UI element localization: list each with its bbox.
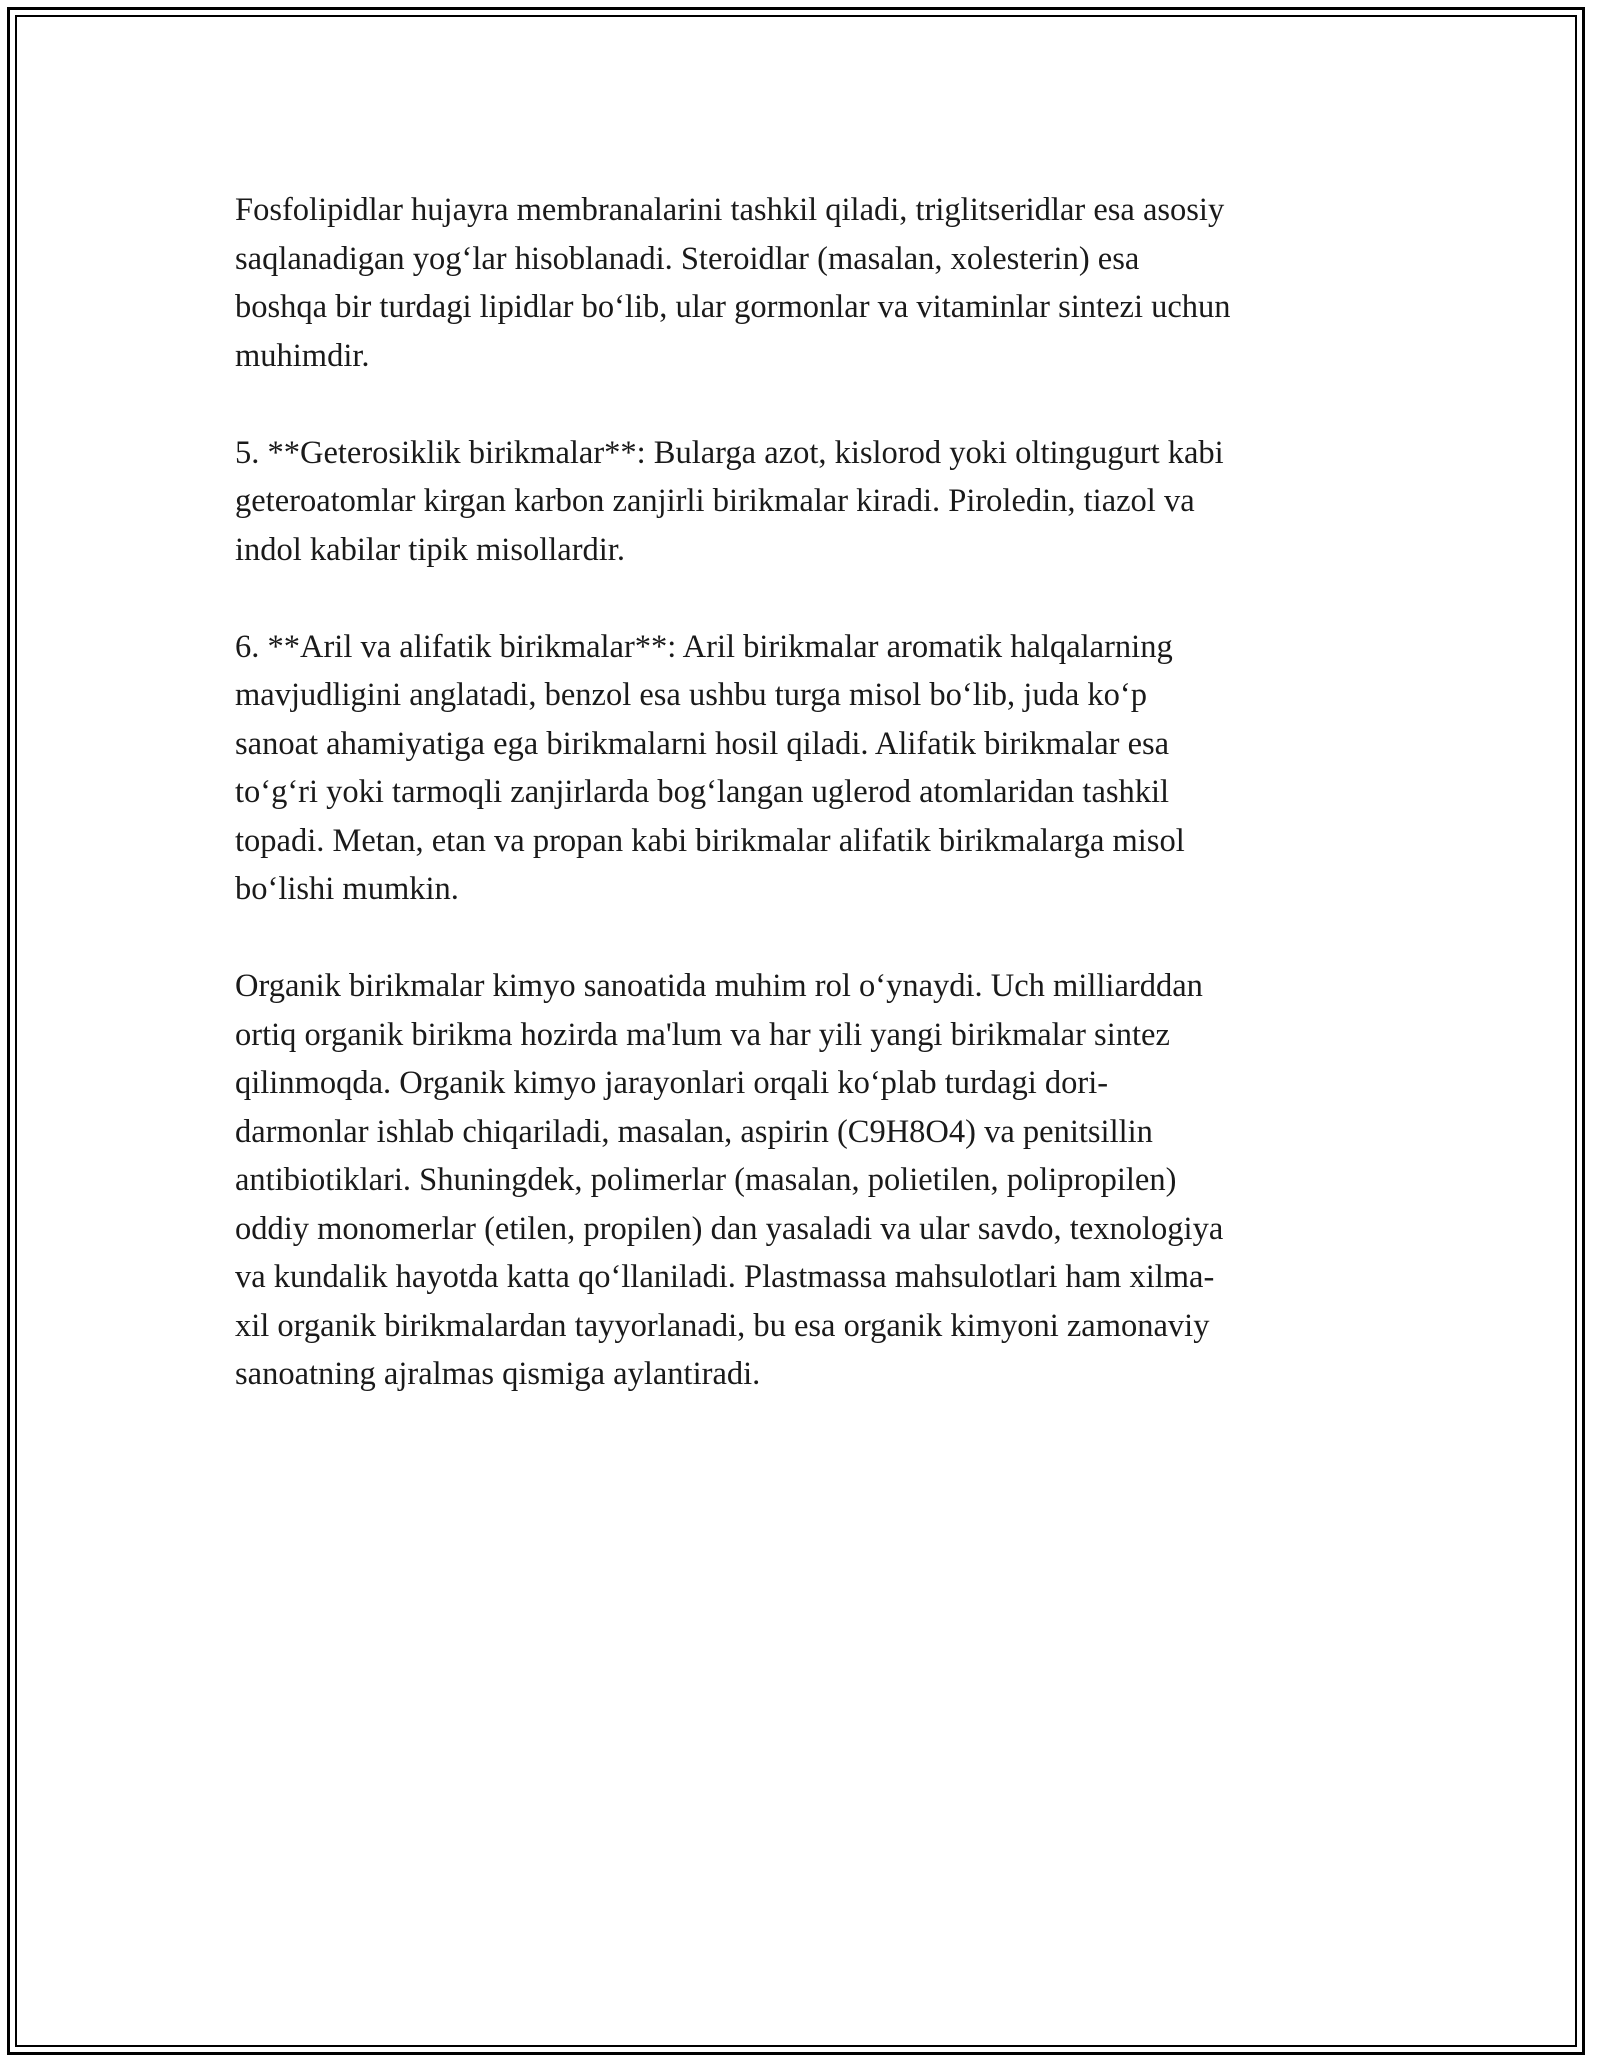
paragraph-heterocyclic (235, 429, 1370, 575)
paragraph-aryl-aliphatic (235, 623, 1370, 914)
text-line: sanoatning ajralmas qismiga aylantiradi. (235, 1356, 761, 1392)
text-line: qilinmoqda. Organik kimyo jarayonlari orqali ko‘plab turdagi dori- (235, 1065, 1109, 1101)
text-line: Organik birikmalar kimyo sanoatida muhim rol o‘ynaydi. Uch milliarddan (235, 968, 1203, 1004)
text-line: muhimdir. (235, 337, 370, 374)
text-line: va kundalik hayotda katta qo‘llaniladi. Plastmassa mahsulotlari ham xilma- (235, 1259, 1215, 1295)
text-line: bo‘lishi mumkin. (235, 871, 459, 907)
document-body (235, 186, 1370, 1447)
text-line: 5. **Geterosiklik birikmalar**: Bularga azot, kislorod yoki oltingugurt kabi (235, 434, 1224, 471)
text-line: to‘g‘ri yoki tarmoqli zanjirlarda bog‘langan uglerod atomlaridan tashkil (235, 774, 1170, 810)
text-line: topadi. Metan, etan va propan kabi birikmalar alifatik birikmalarga misol (235, 822, 1185, 859)
text-line: oddiy monomerlar (etilen, propilen) dan yasaladi va ular savdo, texnologiya (235, 1210, 1224, 1247)
text-line: boshqa bir turdagi lipidlar bo‘lib, ular gormonlar va vitaminlar sintezi uchun (235, 289, 1231, 325)
paragraph-lipids (235, 186, 1370, 380)
text-line: 6. **Aril va alifatik birikmalar**: Aril birikmalar aromatik halqalarning (235, 628, 1173, 665)
text-line: Fosfolipidlar hujayra membranalarini tashkil qiladi, triglitseridlar esa asosiy (235, 192, 1225, 228)
text-line: saqlanadigan yog‘lar hisoblanadi. Steroidlar (masalan, xolesterin) esa (235, 240, 1140, 277)
text-line: antibiotiklari. Shuningdek, polimerlar (masalan, polietilen, polipropilen) (235, 1162, 1177, 1198)
text-line: ortiq organik birikma hozirda ma'lum va har yili yangi birikmalar sintez (235, 1016, 1170, 1053)
text-line: sanoat ahamiyatiga ega birikmalarni hosil qiladi. Alifatik birikmalar esa (235, 725, 1170, 762)
text-line: xil organik birikmalardan tayyorlanadi, bu esa organik kimyoni zamonaviy (235, 1307, 1210, 1344)
paragraph-industry (235, 962, 1370, 1399)
text-line: geteroatomlar kirgan karbon zanjirli birikmalar kiradi. Piroledin, tiazol va (235, 483, 1195, 519)
text-line: mavjudligini anglatadi, benzol esa ushbu turga misol bo‘lib, juda ko‘p (235, 677, 1147, 713)
text-line: darmonlar ishlab chiqariladi, masalan, aspirin (C9H8O4) va penitsillin (235, 1113, 1153, 1150)
text-line: indol kabilar tipik misollardir. (235, 531, 625, 568)
